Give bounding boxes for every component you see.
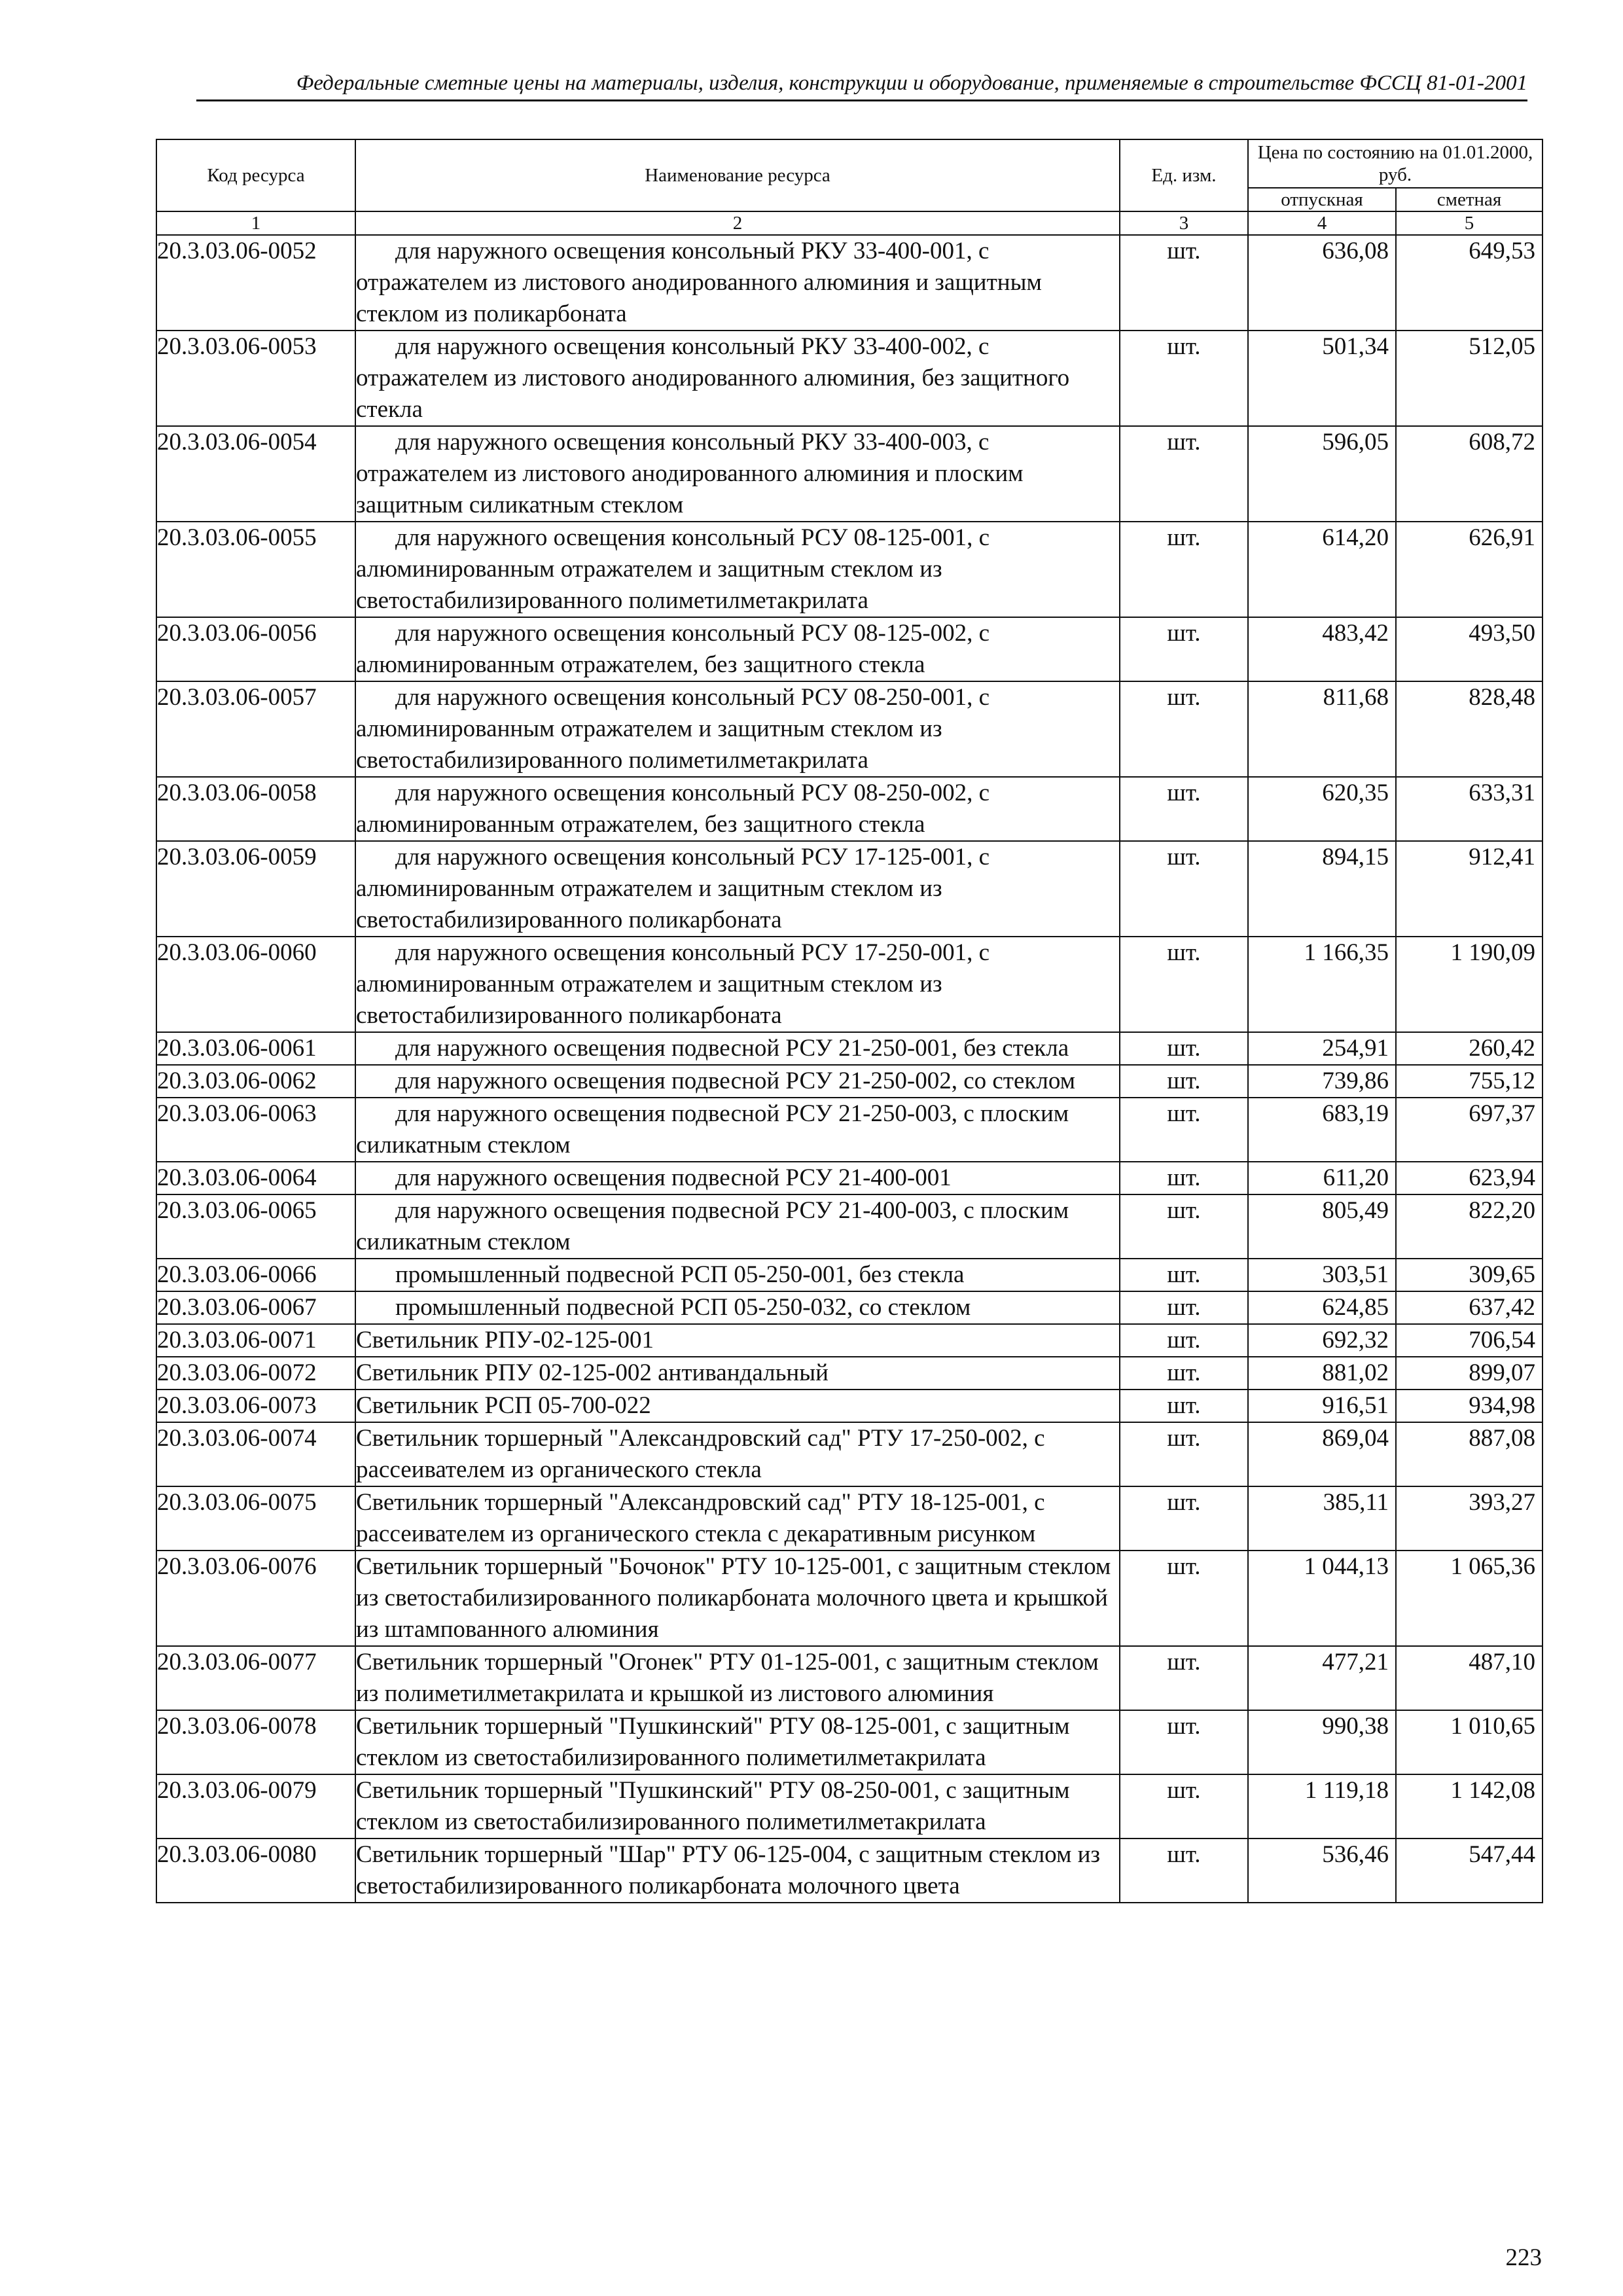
resource-name: для наружного освещения консольный РСУ 08-125-002, с алюминированным отражателем, без защитного стекла bbox=[355, 617, 1120, 681]
release-price: 990,38 bbox=[1248, 1710, 1396, 1774]
unit-of-measure: шт. bbox=[1120, 1324, 1248, 1357]
resource-name: Светильник торшерный "Александровский сад" РТУ 18-125-001, с рассеивателем из органического стекла с декаративным рисунком bbox=[355, 1486, 1120, 1551]
resource-name: Светильник РПУ 02-125-002 антивандальный bbox=[355, 1357, 1120, 1390]
unit-of-measure: шт. bbox=[1120, 1422, 1248, 1486]
release-price: 916,51 bbox=[1248, 1390, 1396, 1422]
estimate-price: 912,41 bbox=[1396, 841, 1543, 937]
column-header-release: отпускная bbox=[1248, 188, 1396, 211]
resource-name: для наружного освещения консольный РСУ 17-125-001, с алюминированным отражателем и защитным стеклом из светостабилизированного поликарбоната bbox=[355, 841, 1120, 937]
table-row bbox=[156, 777, 1543, 841]
resource-code: 20.3.03.06-0077 bbox=[156, 1646, 355, 1710]
estimate-price: 393,27 bbox=[1396, 1486, 1543, 1551]
unit-of-measure: шт. bbox=[1120, 777, 1248, 841]
estimate-price: 626,91 bbox=[1396, 522, 1543, 617]
resource-code: 20.3.03.06-0056 bbox=[156, 617, 355, 681]
resource-code: 20.3.03.06-0060 bbox=[156, 937, 355, 1032]
unit-of-measure: шт. bbox=[1120, 1032, 1248, 1065]
release-price: 254,91 bbox=[1248, 1032, 1396, 1065]
resource-name: для наружного освещения консольный РСУ 08-250-001, с алюминированным отражателем и защитным стеклом из светостабилизированного полиметилметакрилата bbox=[355, 681, 1120, 777]
release-price: 869,04 bbox=[1248, 1422, 1396, 1486]
resource-code: 20.3.03.06-0057 bbox=[156, 681, 355, 777]
unit-of-measure: шт. bbox=[1120, 1774, 1248, 1839]
column-header-estimate: сметная bbox=[1396, 188, 1543, 211]
release-price: 1 166,35 bbox=[1248, 937, 1396, 1032]
unit-of-measure: шт. bbox=[1120, 841, 1248, 937]
column-header-name: Наименование ресурса bbox=[355, 139, 1120, 211]
table-row bbox=[156, 1357, 1543, 1390]
resource-code: 20.3.03.06-0080 bbox=[156, 1839, 355, 1903]
column-number: 2 bbox=[355, 211, 1120, 235]
estimate-price: 649,53 bbox=[1396, 235, 1543, 331]
release-price: 692,32 bbox=[1248, 1324, 1396, 1357]
table-row bbox=[156, 1324, 1543, 1357]
resource-name: Светильник торшерный "Бочонок" РТУ 10-125-001, с защитным стеклом из светостабилизированного поликарбоната молочного цвета и крышкой из штампованного алюминия bbox=[355, 1551, 1120, 1646]
release-price: 1 044,13 bbox=[1248, 1551, 1396, 1646]
unit-of-measure: шт. bbox=[1120, 681, 1248, 777]
table-row bbox=[156, 1390, 1543, 1422]
resource-code: 20.3.03.06-0063 bbox=[156, 1098, 355, 1162]
estimate-price: 637,42 bbox=[1396, 1291, 1543, 1324]
estimate-price: 309,65 bbox=[1396, 1259, 1543, 1291]
resource-code: 20.3.03.06-0052 bbox=[156, 235, 355, 331]
table-row bbox=[156, 617, 1543, 681]
table-row bbox=[156, 1710, 1543, 1774]
column-number: 1 bbox=[156, 211, 355, 235]
table-row bbox=[156, 937, 1543, 1032]
table-row bbox=[156, 1065, 1543, 1098]
resource-code: 20.3.03.06-0065 bbox=[156, 1194, 355, 1259]
unit-of-measure: шт. bbox=[1120, 522, 1248, 617]
resource-code: 20.3.03.06-0053 bbox=[156, 331, 355, 426]
resource-code: 20.3.03.06-0055 bbox=[156, 522, 355, 617]
table-row bbox=[156, 1032, 1543, 1065]
estimate-price: 899,07 bbox=[1396, 1357, 1543, 1390]
estimate-price: 697,37 bbox=[1396, 1098, 1543, 1162]
running-header: Федеральные сметные цены на материалы, изделия, конструкции и оборудование, применяемые в строительстве ФССЦ 81-01-2001 bbox=[196, 69, 1527, 101]
unit-of-measure: шт. bbox=[1120, 1259, 1248, 1291]
table-row bbox=[156, 1291, 1543, 1324]
resource-code: 20.3.03.06-0058 bbox=[156, 777, 355, 841]
release-price: 624,85 bbox=[1248, 1291, 1396, 1324]
estimate-price: 887,08 bbox=[1396, 1422, 1543, 1486]
unit-of-measure: шт. bbox=[1120, 235, 1248, 331]
resource-name: Светильник торшерный "Огонек" РТУ 01-125-001, с защитным стеклом из полиметилметакрилата и крышкой из листового алюминия bbox=[355, 1646, 1120, 1710]
estimate-price: 260,42 bbox=[1396, 1032, 1543, 1065]
unit-of-measure: шт. bbox=[1120, 1098, 1248, 1162]
estimate-price: 706,54 bbox=[1396, 1324, 1543, 1357]
estimate-price: 934,98 bbox=[1396, 1390, 1543, 1422]
resource-name: для наружного освещения подвесной РСУ 21-250-003, с плоским силикатным стеклом bbox=[355, 1098, 1120, 1162]
estimate-price: 822,20 bbox=[1396, 1194, 1543, 1259]
release-price: 683,19 bbox=[1248, 1098, 1396, 1162]
estimate-price: 1 190,09 bbox=[1396, 937, 1543, 1032]
estimate-price: 1 065,36 bbox=[1396, 1551, 1543, 1646]
unit-of-measure: шт. bbox=[1120, 1710, 1248, 1774]
unit-of-measure: шт. bbox=[1120, 1065, 1248, 1098]
estimate-price: 1 010,65 bbox=[1396, 1710, 1543, 1774]
resource-name: Светильник торшерный "Александровский сад" РТУ 17-250-002, с рассеивателем из органического стекла bbox=[355, 1422, 1120, 1486]
table-row bbox=[156, 1098, 1543, 1162]
release-price: 596,05 bbox=[1248, 426, 1396, 522]
release-price: 483,42 bbox=[1248, 617, 1396, 681]
resource-name: Светильник РПУ-02-125-001 bbox=[355, 1324, 1120, 1357]
table-row bbox=[156, 1551, 1543, 1646]
column-header-unit: Ед. изм. bbox=[1120, 139, 1248, 211]
unit-of-measure: шт. bbox=[1120, 1194, 1248, 1259]
resource-code: 20.3.03.06-0054 bbox=[156, 426, 355, 522]
resource-code: 20.3.03.06-0072 bbox=[156, 1357, 355, 1390]
estimate-price: 828,48 bbox=[1396, 681, 1543, 777]
resource-code: 20.3.03.06-0073 bbox=[156, 1390, 355, 1422]
estimate-price: 608,72 bbox=[1396, 426, 1543, 522]
resource-code: 20.3.03.06-0074 bbox=[156, 1422, 355, 1486]
table-row bbox=[156, 1259, 1543, 1291]
release-price: 1 119,18 bbox=[1248, 1774, 1396, 1839]
unit-of-measure: шт. bbox=[1120, 331, 1248, 426]
resource-code: 20.3.03.06-0071 bbox=[156, 1324, 355, 1357]
table-row bbox=[156, 331, 1543, 426]
release-price: 739,86 bbox=[1248, 1065, 1396, 1098]
unit-of-measure: шт. bbox=[1120, 1390, 1248, 1422]
table-row bbox=[156, 235, 1543, 331]
table-row bbox=[156, 1422, 1543, 1486]
table-row bbox=[156, 1486, 1543, 1551]
release-price: 536,46 bbox=[1248, 1839, 1396, 1903]
price-table bbox=[156, 139, 1543, 1903]
release-price: 620,35 bbox=[1248, 777, 1396, 841]
resource-code: 20.3.03.06-0075 bbox=[156, 1486, 355, 1551]
table-row bbox=[156, 1194, 1543, 1259]
estimate-price: 487,10 bbox=[1396, 1646, 1543, 1710]
resource-name: для наружного освещения консольный РКУ 33-400-001, с отражателем из листового анодированного алюминия и защитным стеклом из поликарбоната bbox=[355, 235, 1120, 331]
release-price: 881,02 bbox=[1248, 1357, 1396, 1390]
release-price: 385,11 bbox=[1248, 1486, 1396, 1551]
resource-name: для наружного освещения консольный РКУ 33-400-003, с отражателем из листового анодированного алюминия и плоским защитным силикатным стеклом bbox=[355, 426, 1120, 522]
resource-name: для наружного освещения консольный РКУ 33-400-002, с отражателем из листового анодированного алюминия, без защитного стекла bbox=[355, 331, 1120, 426]
resource-code: 20.3.03.06-0066 bbox=[156, 1259, 355, 1291]
column-number: 4 bbox=[1248, 211, 1396, 235]
column-header-code: Код ресурса bbox=[156, 139, 355, 211]
resource-name: для наружного освещения консольный РСУ 17-250-001, с алюминированным отражателем и защитным стеклом из светостабилизированного поликарбоната bbox=[355, 937, 1120, 1032]
column-header-price-group: Цена по состоянию на 01.01.2000, руб. bbox=[1248, 139, 1543, 188]
release-price: 477,21 bbox=[1248, 1646, 1396, 1710]
resource-code: 20.3.03.06-0076 bbox=[156, 1551, 355, 1646]
estimate-price: 755,12 bbox=[1396, 1065, 1543, 1098]
unit-of-measure: шт. bbox=[1120, 1357, 1248, 1390]
unit-of-measure: шт. bbox=[1120, 1551, 1248, 1646]
estimate-price: 623,94 bbox=[1396, 1162, 1543, 1194]
resource-code: 20.3.03.06-0062 bbox=[156, 1065, 355, 1098]
release-price: 303,51 bbox=[1248, 1259, 1396, 1291]
release-price: 636,08 bbox=[1248, 235, 1396, 331]
resource-name: Светильник торшерный "Пушкинский" РТУ 08-125-001, с защитным стеклом из светостабилизированного полиметилметакрилата bbox=[355, 1710, 1120, 1774]
table-row bbox=[156, 1839, 1543, 1903]
release-price: 894,15 bbox=[1248, 841, 1396, 937]
resource-code: 20.3.03.06-0079 bbox=[156, 1774, 355, 1839]
estimate-price: 1 142,08 bbox=[1396, 1774, 1543, 1839]
column-number: 5 bbox=[1396, 211, 1543, 235]
estimate-price: 633,31 bbox=[1396, 777, 1543, 841]
resource-name: для наружного освещения подвесной РСУ 21-250-001, без стекла bbox=[355, 1032, 1120, 1065]
table-row bbox=[156, 426, 1543, 522]
table-row bbox=[156, 522, 1543, 617]
unit-of-measure: шт. bbox=[1120, 1291, 1248, 1324]
unit-of-measure: шт. bbox=[1120, 1486, 1248, 1551]
page-number: 223 bbox=[1505, 2244, 1542, 2271]
release-price: 811,68 bbox=[1248, 681, 1396, 777]
table-row bbox=[156, 1774, 1543, 1839]
unit-of-measure: шт. bbox=[1120, 617, 1248, 681]
release-price: 614,20 bbox=[1248, 522, 1396, 617]
table-row bbox=[156, 1646, 1543, 1710]
unit-of-measure: шт. bbox=[1120, 426, 1248, 522]
resource-name: для наружного освещения подвесной РСУ 21-250-002, со стеклом bbox=[355, 1065, 1120, 1098]
resource-code: 20.3.03.06-0061 bbox=[156, 1032, 355, 1065]
table-row bbox=[156, 681, 1543, 777]
table-row bbox=[156, 1162, 1543, 1194]
table-body bbox=[156, 235, 1543, 1903]
resource-code: 20.3.03.06-0064 bbox=[156, 1162, 355, 1194]
unit-of-measure: шт. bbox=[1120, 937, 1248, 1032]
resource-name: Светильник РСП 05-700-022 bbox=[355, 1390, 1120, 1422]
resource-code: 20.3.03.06-0059 bbox=[156, 841, 355, 937]
resource-name: для наружного освещения консольный РСУ 08-250-002, с алюминированным отражателем, без защитного стекла bbox=[355, 777, 1120, 841]
unit-of-measure: шт. bbox=[1120, 1646, 1248, 1710]
resource-name: Светильник торшерный "Шар" РТУ 06-125-004, с защитным стеклом из светостабилизированного поликарбоната молочного цвета bbox=[355, 1839, 1120, 1903]
column-number: 3 bbox=[1120, 211, 1248, 235]
release-price: 501,34 bbox=[1248, 331, 1396, 426]
unit-of-measure: шт. bbox=[1120, 1839, 1248, 1903]
unit-of-measure: шт. bbox=[1120, 1162, 1248, 1194]
resource-name: для наружного освещения консольный РСУ 08-125-001, с алюминированным отражателем и защитным стеклом из светостабилизированного полиметилметакрилата bbox=[355, 522, 1120, 617]
table-row bbox=[156, 841, 1543, 937]
release-price: 805,49 bbox=[1248, 1194, 1396, 1259]
resource-code: 20.3.03.06-0078 bbox=[156, 1710, 355, 1774]
resource-name: промышленный подвесной РСП 05-250-032, со стеклом bbox=[355, 1291, 1120, 1324]
estimate-price: 547,44 bbox=[1396, 1839, 1543, 1903]
resource-name: для наружного освещения подвесной РСУ 21-400-001 bbox=[355, 1162, 1120, 1194]
resource-name: для наружного освещения подвесной РСУ 21-400-003, с плоским силикатным стеклом bbox=[355, 1194, 1120, 1259]
estimate-price: 493,50 bbox=[1396, 617, 1543, 681]
resource-name: промышленный подвесной РСП 05-250-001, без стекла bbox=[355, 1259, 1120, 1291]
resource-code: 20.3.03.06-0067 bbox=[156, 1291, 355, 1324]
resource-name: Светильник торшерный "Пушкинский" РТУ 08-250-001, с защитным стеклом из светостабилизированного полиметилметакрилата bbox=[355, 1774, 1120, 1839]
estimate-price: 512,05 bbox=[1396, 331, 1543, 426]
release-price: 611,20 bbox=[1248, 1162, 1396, 1194]
